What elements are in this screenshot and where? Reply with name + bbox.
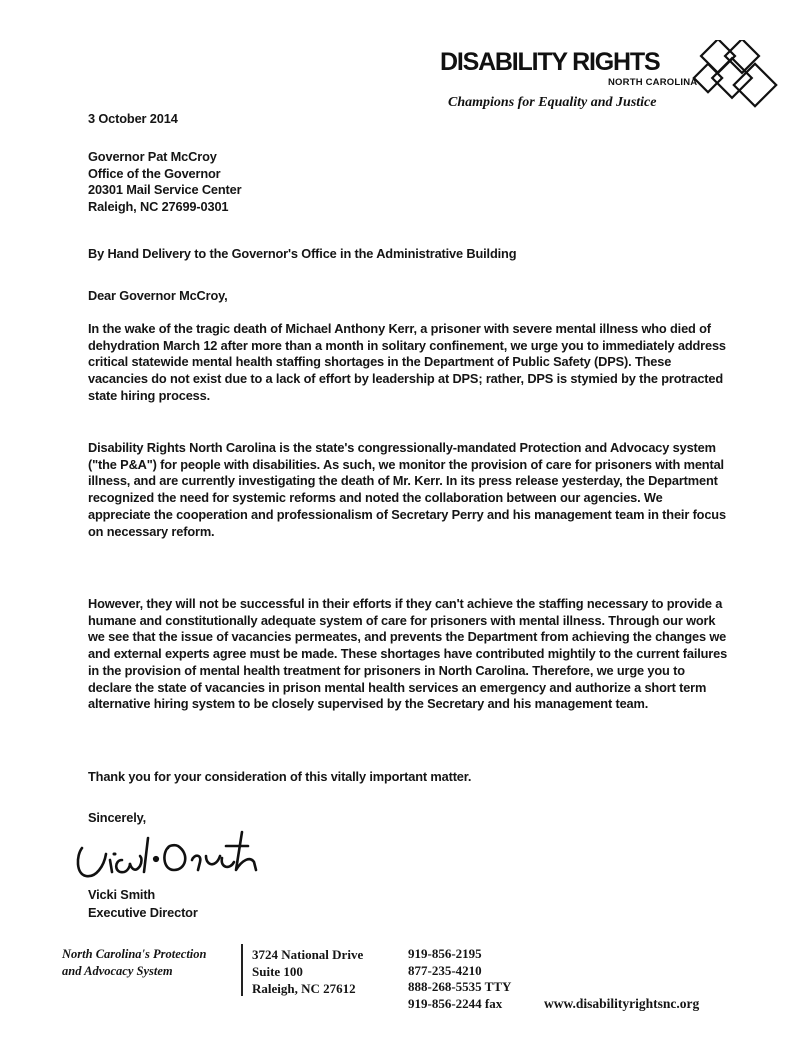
logo-region: NORTH CAROLINA <box>608 77 698 88</box>
organization-logo <box>440 40 800 120</box>
footer-phones <box>408 946 511 1012</box>
footer-org-line: and Advocacy System <box>62 964 173 978</box>
footer-phone: 919-856-2244 fax <box>408 995 503 1011</box>
handwritten-signature <box>70 826 280 886</box>
salutation: Dear Governor McCroy, <box>88 288 228 303</box>
logo-tagline: Champions for Equality and Justice <box>448 95 657 110</box>
letter-date: 3 October 2014 <box>88 111 178 126</box>
body-paragraph: In the wake of the tragic death of Michael Anthony Kerr, a prisoner with severe mental illness who died of dehydration March 12 after more than a month in solitary confinement, we urge you to immediately address critical statewide mental health staffing shortages in the Department of Public Safety (DPS). These vacancies do not exist due to a lack of effort by leadership at DPS; rather, DPS is stymied by the protracted state hiring process. <box>88 321 726 403</box>
footer-address-line: Suite 100 <box>252 964 303 979</box>
logo-diamonds-icon <box>678 40 798 118</box>
footer-organization <box>62 946 206 980</box>
letterhead-footer <box>0 940 800 1020</box>
logo-title: DISABILITY RIGHTS <box>440 48 660 76</box>
footer-address <box>252 946 363 997</box>
footer-address-line: Raleigh, NC 27612 <box>252 981 356 996</box>
body-paragraph: However, they will not be successful in their efforts if they can't achieve the staffing necessary to provide a humane and constitutionally adequate system of care for prisoners with mental illness. Through our work we see that the issue of vacancies permeates, and prevents the Department from achieving the changes we and external experts agree must be made. These shortages have contributed mightily to the current failures in the provision of mental health treatment for prisoners in North Carolina. Therefore, we urge you to declare the state of vacancies in prison mental health services an emergency and authorize a short term alternative hiring system to be closely supervised by the Secretary and his management team. <box>88 596 728 712</box>
recipient-line: Office of the Governor <box>88 165 221 181</box>
footer-phone: 888-268-5535 TTY <box>408 979 512 994</box>
recipient-line: Raleigh, NC 27699-0301 <box>88 199 229 215</box>
footer-org-line: North Carolina's Protection <box>62 947 207 961</box>
footer-website: www.disabilityrightsnc.org <box>544 996 700 1011</box>
recipient-line: Governor Pat McCroy <box>88 149 217 164</box>
footer-address-line: 3724 National Drive <box>252 947 364 962</box>
closing: Sincerely, <box>88 810 147 825</box>
signer-name: Vicki Smith <box>88 887 156 902</box>
signer-block <box>88 887 728 923</box>
recipient-line: 20301 Mail Service Center <box>88 182 242 198</box>
footer-phone: 877-235-4210 <box>408 962 482 978</box>
delivery-note: By Hand Delivery to the Governor's Office in the Administrative Building <box>88 246 517 261</box>
recipient-address <box>88 149 728 216</box>
body-paragraph: Thank you for your consideration of this vitally important matter. <box>88 769 472 784</box>
signer-title: Executive Director <box>88 905 198 920</box>
footer-phone: 919-856-2195 <box>408 946 482 961</box>
footer-divider <box>241 944 243 996</box>
body-paragraph: Disability Rights North Carolina is the state's congressionally-mandated Protection and Advocacy system ("the P&A") for people with disabilities. As such, we monitor the provision of care for prisoners with mental illness, and are currently investigating the death of Mr. Kerr. In its press release yesterday, the Department recognized the need for systemic reforms and noted the collaboration between our agencies. We appreciate the cooperation and professionalism of Secretary Perry and his management team in their focus on necessary reform. <box>88 440 726 539</box>
